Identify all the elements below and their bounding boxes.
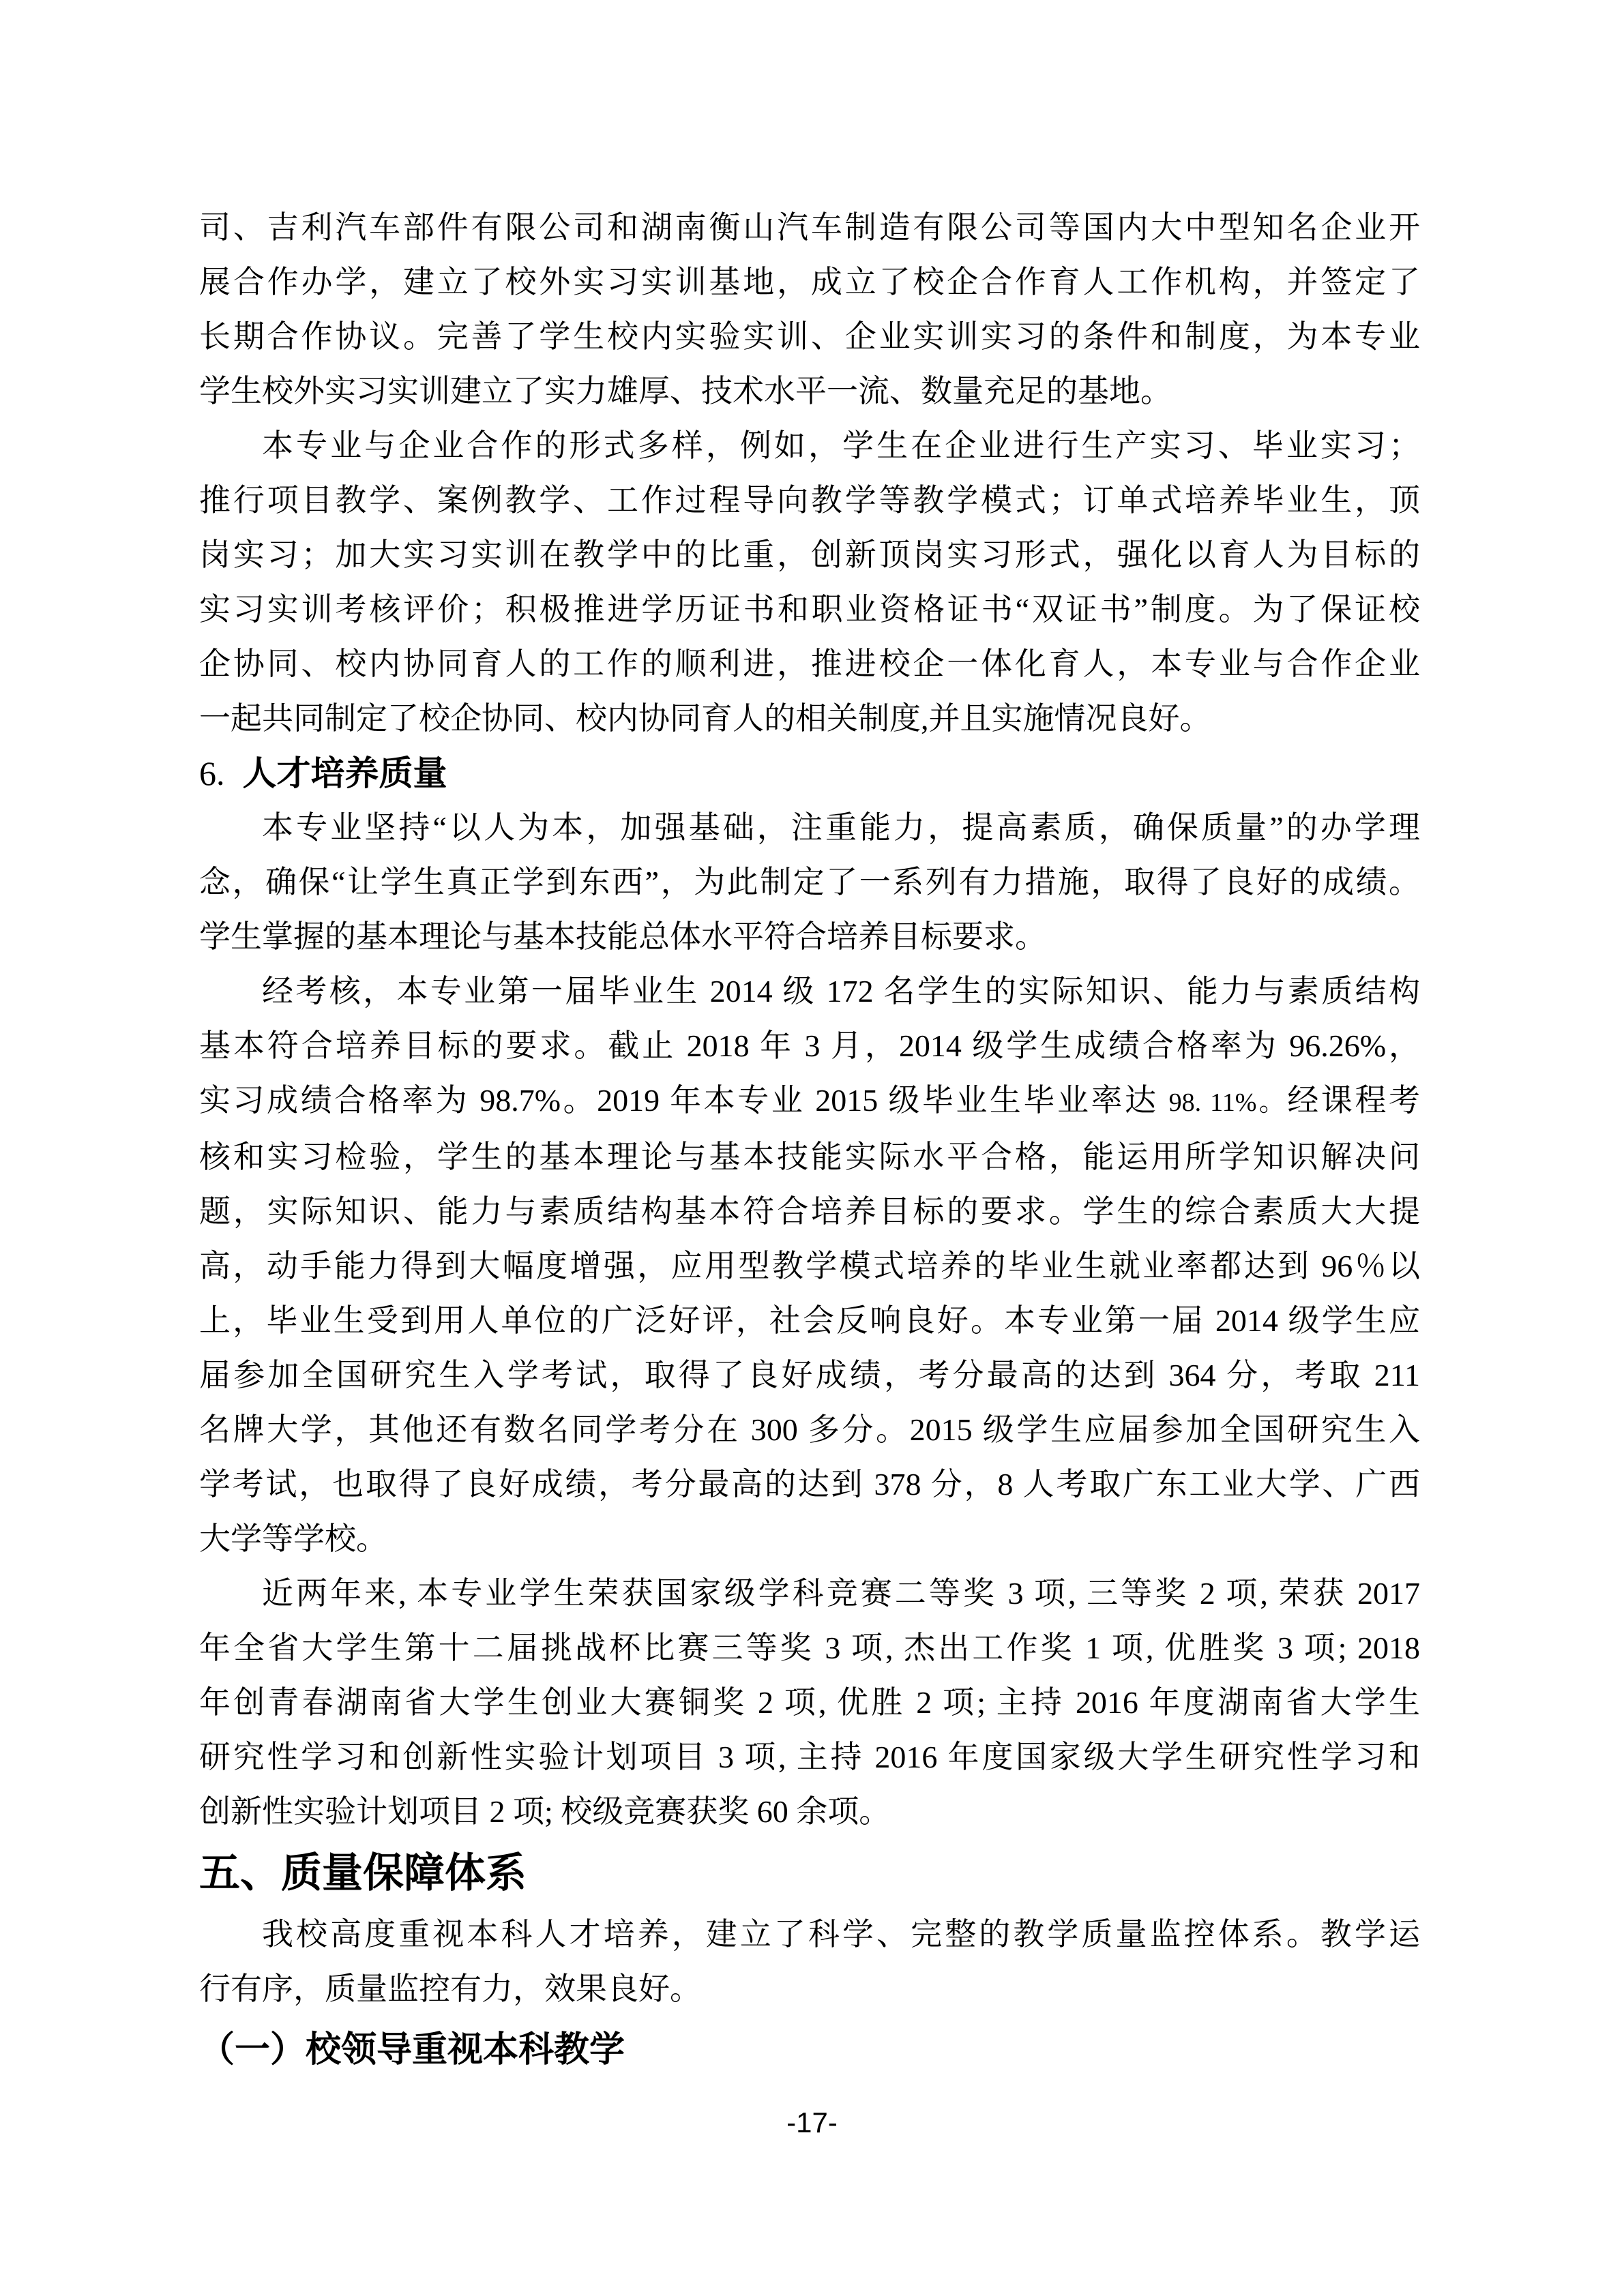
- text-line: 学考试，也取得了良好成绩，考分最高的达到 378 分，8 人考取广东工业大学、广西: [199, 1467, 1420, 1502]
- paragraph: [199, 1566, 1420, 1839]
- text-line: 实习实训考核评价；积极推进学历证书和职业资格证书“双证书”制度。为了保证校: [199, 592, 1420, 627]
- text-line: 行有序，质量监控有力，效果良好。: [199, 1971, 701, 2006]
- text-line: 学生校外实习实训建立了实力雄厚、技术水平一流、数量充足的基地。: [199, 374, 1172, 408]
- text-line: 研究性学习和创新性实验计划项目 3 项, 主持 2016 年度国家级大学生研究性学习和: [199, 1740, 1420, 1774]
- text-line: 本专业与企业合作的形式多样，例如，学生在企业进行生产实习、毕业实习；: [262, 428, 1420, 463]
- text-segment: 实习成绩合格率为 98.7%。2019 年本专业 2015 级毕业生毕业率达: [199, 1083, 1169, 1118]
- text-segment-small: 98. 11%。: [1168, 1088, 1288, 1117]
- text-line: 上，毕业生受到用人单位的广泛好评，社会反响良好。本专业第一届 2014 级学生应: [199, 1303, 1420, 1338]
- text-line: 推行项目教学、案例教学、工作过程导向教学等教学模式；订单式培养毕业生，顶: [199, 483, 1420, 518]
- chapter-heading-quality-assurance: 五、质量保障体系: [199, 1850, 527, 1896]
- text-line: 高，动手能力得到大幅度增强，应用型教学模式培养的毕业生就业率都达到 96％以: [199, 1249, 1421, 1283]
- text-line: 企协同、校内协同育人的工作的顺利进，推进校企一体化育人，本专业与合作企业: [199, 646, 1420, 681]
- text-line: 年全省大学生第十二届挑战杯比赛三等奖 3 项, 杰出工作奖 1 项, 优胜奖 3 项; 2018: [199, 1630, 1420, 1665]
- paragraph: [199, 964, 1420, 1566]
- text-line: 一起共同制定了校企协同、校内协同育人的相关制度,并且实施情况良好。: [199, 701, 1211, 736]
- heading-title: 人才培养质量: [242, 754, 447, 792]
- subsection-heading-leadership: （一）校领导重视本科教学: [199, 2031, 625, 2070]
- document-body: [199, 200, 1420, 2085]
- heading-number: 6.: [199, 754, 225, 792]
- text-line: 核和实习检验，学生的基本理论与基本技能实际水平合格，能运用所学知识解决问: [199, 1139, 1420, 1174]
- text-line: 题，实际知识、能力与素质结构基本符合培养目标的要求。学生的综合素质大大提: [199, 1194, 1420, 1229]
- text-line: 年创青春湖南省大学生创业大赛铜奖 2 项, 优胜 2 项; 主持 2016 年度湖南省大学生: [199, 1685, 1420, 1720]
- text-line: 长期合作协议。完善了学生校内实验实训、企业实训实习的条件和制度，为本专业: [199, 319, 1420, 354]
- page-number: -17-: [786, 2106, 838, 2138]
- text-line: 大学等学校。: [199, 1521, 387, 1556]
- section-heading-talent-quality: [199, 746, 1420, 801]
- text-line: 学生掌握的基本理论与基本技能总体水平符合培养目标要求。: [199, 919, 1046, 954]
- text-line: 司、吉利汽车部件有限公司和湖南衡山汽车制造有限公司等国内大中型知名企业开: [199, 210, 1420, 245]
- paragraph: [199, 1907, 1420, 2016]
- text-line: 名牌大学，其他还有数名同学考分在 300 多分。2015 级学生应届参加全国研究生入: [199, 1412, 1420, 1447]
- paragraph: [199, 200, 1420, 419]
- paragraph: [199, 419, 1420, 746]
- text-line: 我校高度重视本科人才培养，建立了科学、完整的教学质量监控体系。教学运: [262, 1917, 1420, 1952]
- text-line: [199, 1073, 1420, 1130]
- text-line: 届参加全国研究生入学考试，取得了良好成绩，考分最高的达到 364 分，考取 211: [199, 1358, 1420, 1392]
- text-line: 经考核，本专业第一届毕业生 2014 级 172 名学生的实际知识、能力与素质结构: [262, 974, 1420, 1009]
- text-line: 近两年来, 本专业学生荣获国家级学科竞赛二等奖 3 项, 三等奖 2 项, 荣获 2017: [262, 1576, 1420, 1611]
- text-line: 创新性实验计划项目 2 项; 校级竞赛获奖 60 余项。: [199, 1794, 891, 1829]
- text-line: 念，确保“让学生真正学到东西”，为此制定了一系列有力措施，取得了良好的成绩。: [199, 865, 1420, 899]
- text-line: 展合作办学，建立了校外实习实训基地，成立了校企合作育人工作机构，并签定了: [199, 265, 1420, 299]
- text-line: 基本符合培养目标的要求。截止 2018 年 3 月，2014 级学生成绩合格率为 96.26%，: [199, 1028, 1420, 1063]
- paragraph: [199, 801, 1420, 964]
- text-line: 本专业坚持“以人为本，加强基础，注重能力，提高素质，确保质量”的办学理: [262, 810, 1420, 845]
- text-segment: 经课程考: [1287, 1083, 1420, 1118]
- text-line: 岗实习；加大实习实训在教学中的比重，创新顶岗实习形式，强化以育人为目标的: [199, 537, 1420, 572]
